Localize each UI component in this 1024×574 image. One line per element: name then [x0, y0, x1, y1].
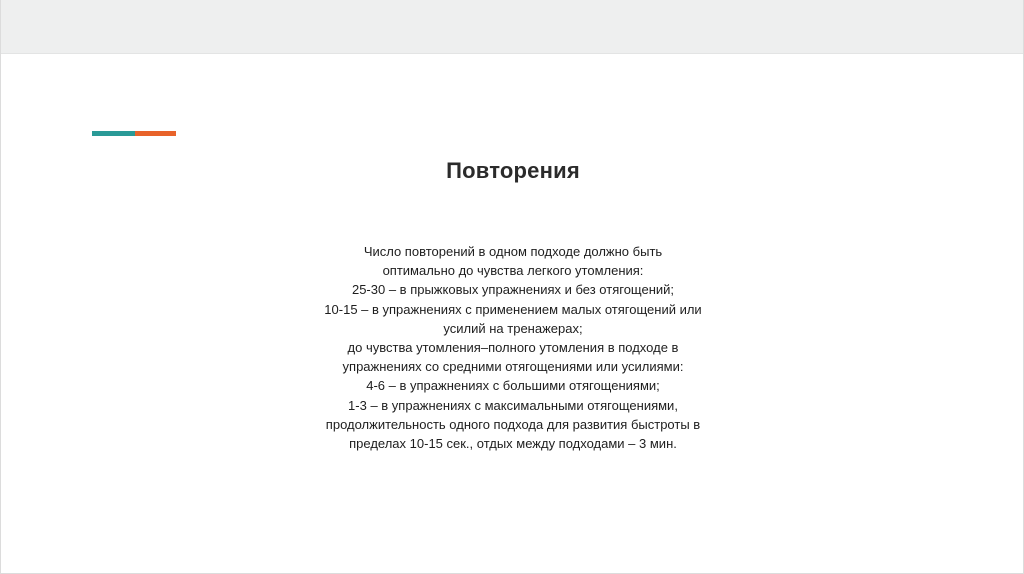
body-line: оптимально до чувства легкого утомления:: [382, 263, 644, 279]
body-line: 10-15 – в упражнениях с применением малых отягощений или: [324, 301, 702, 317]
header-band: [1, 0, 1023, 54]
body-line: Число повторений в одном подходе должно быть: [363, 244, 663, 259]
body-line: до чувства утомления–полного утомления в подходе в: [347, 340, 679, 356]
body-line: усилий на тренажерах;: [443, 320, 583, 336]
body-line: продолжительность одного подхода для развития быстроты в: [325, 416, 701, 432]
body-line: 4-6 – в упражнениях с большими отягощениями;: [366, 378, 660, 394]
accent-bar-teal: [92, 131, 135, 136]
body-line: пределах 10-15 сек., отдых между подходами – 3 мин.: [349, 436, 677, 452]
body-line: 1-3 – в упражнениях с максимальными отягощениями,: [348, 397, 678, 413]
accent-bar-orange: [135, 131, 176, 136]
body-line: упражнениях со средними отягощениями или усилиями:: [342, 359, 684, 375]
slide-title: Повторения: [446, 158, 580, 183]
slide-body: [263, 242, 763, 453]
body-line: 25-30 – в прыжковых упражнениях и без отягощений;: [351, 282, 675, 298]
